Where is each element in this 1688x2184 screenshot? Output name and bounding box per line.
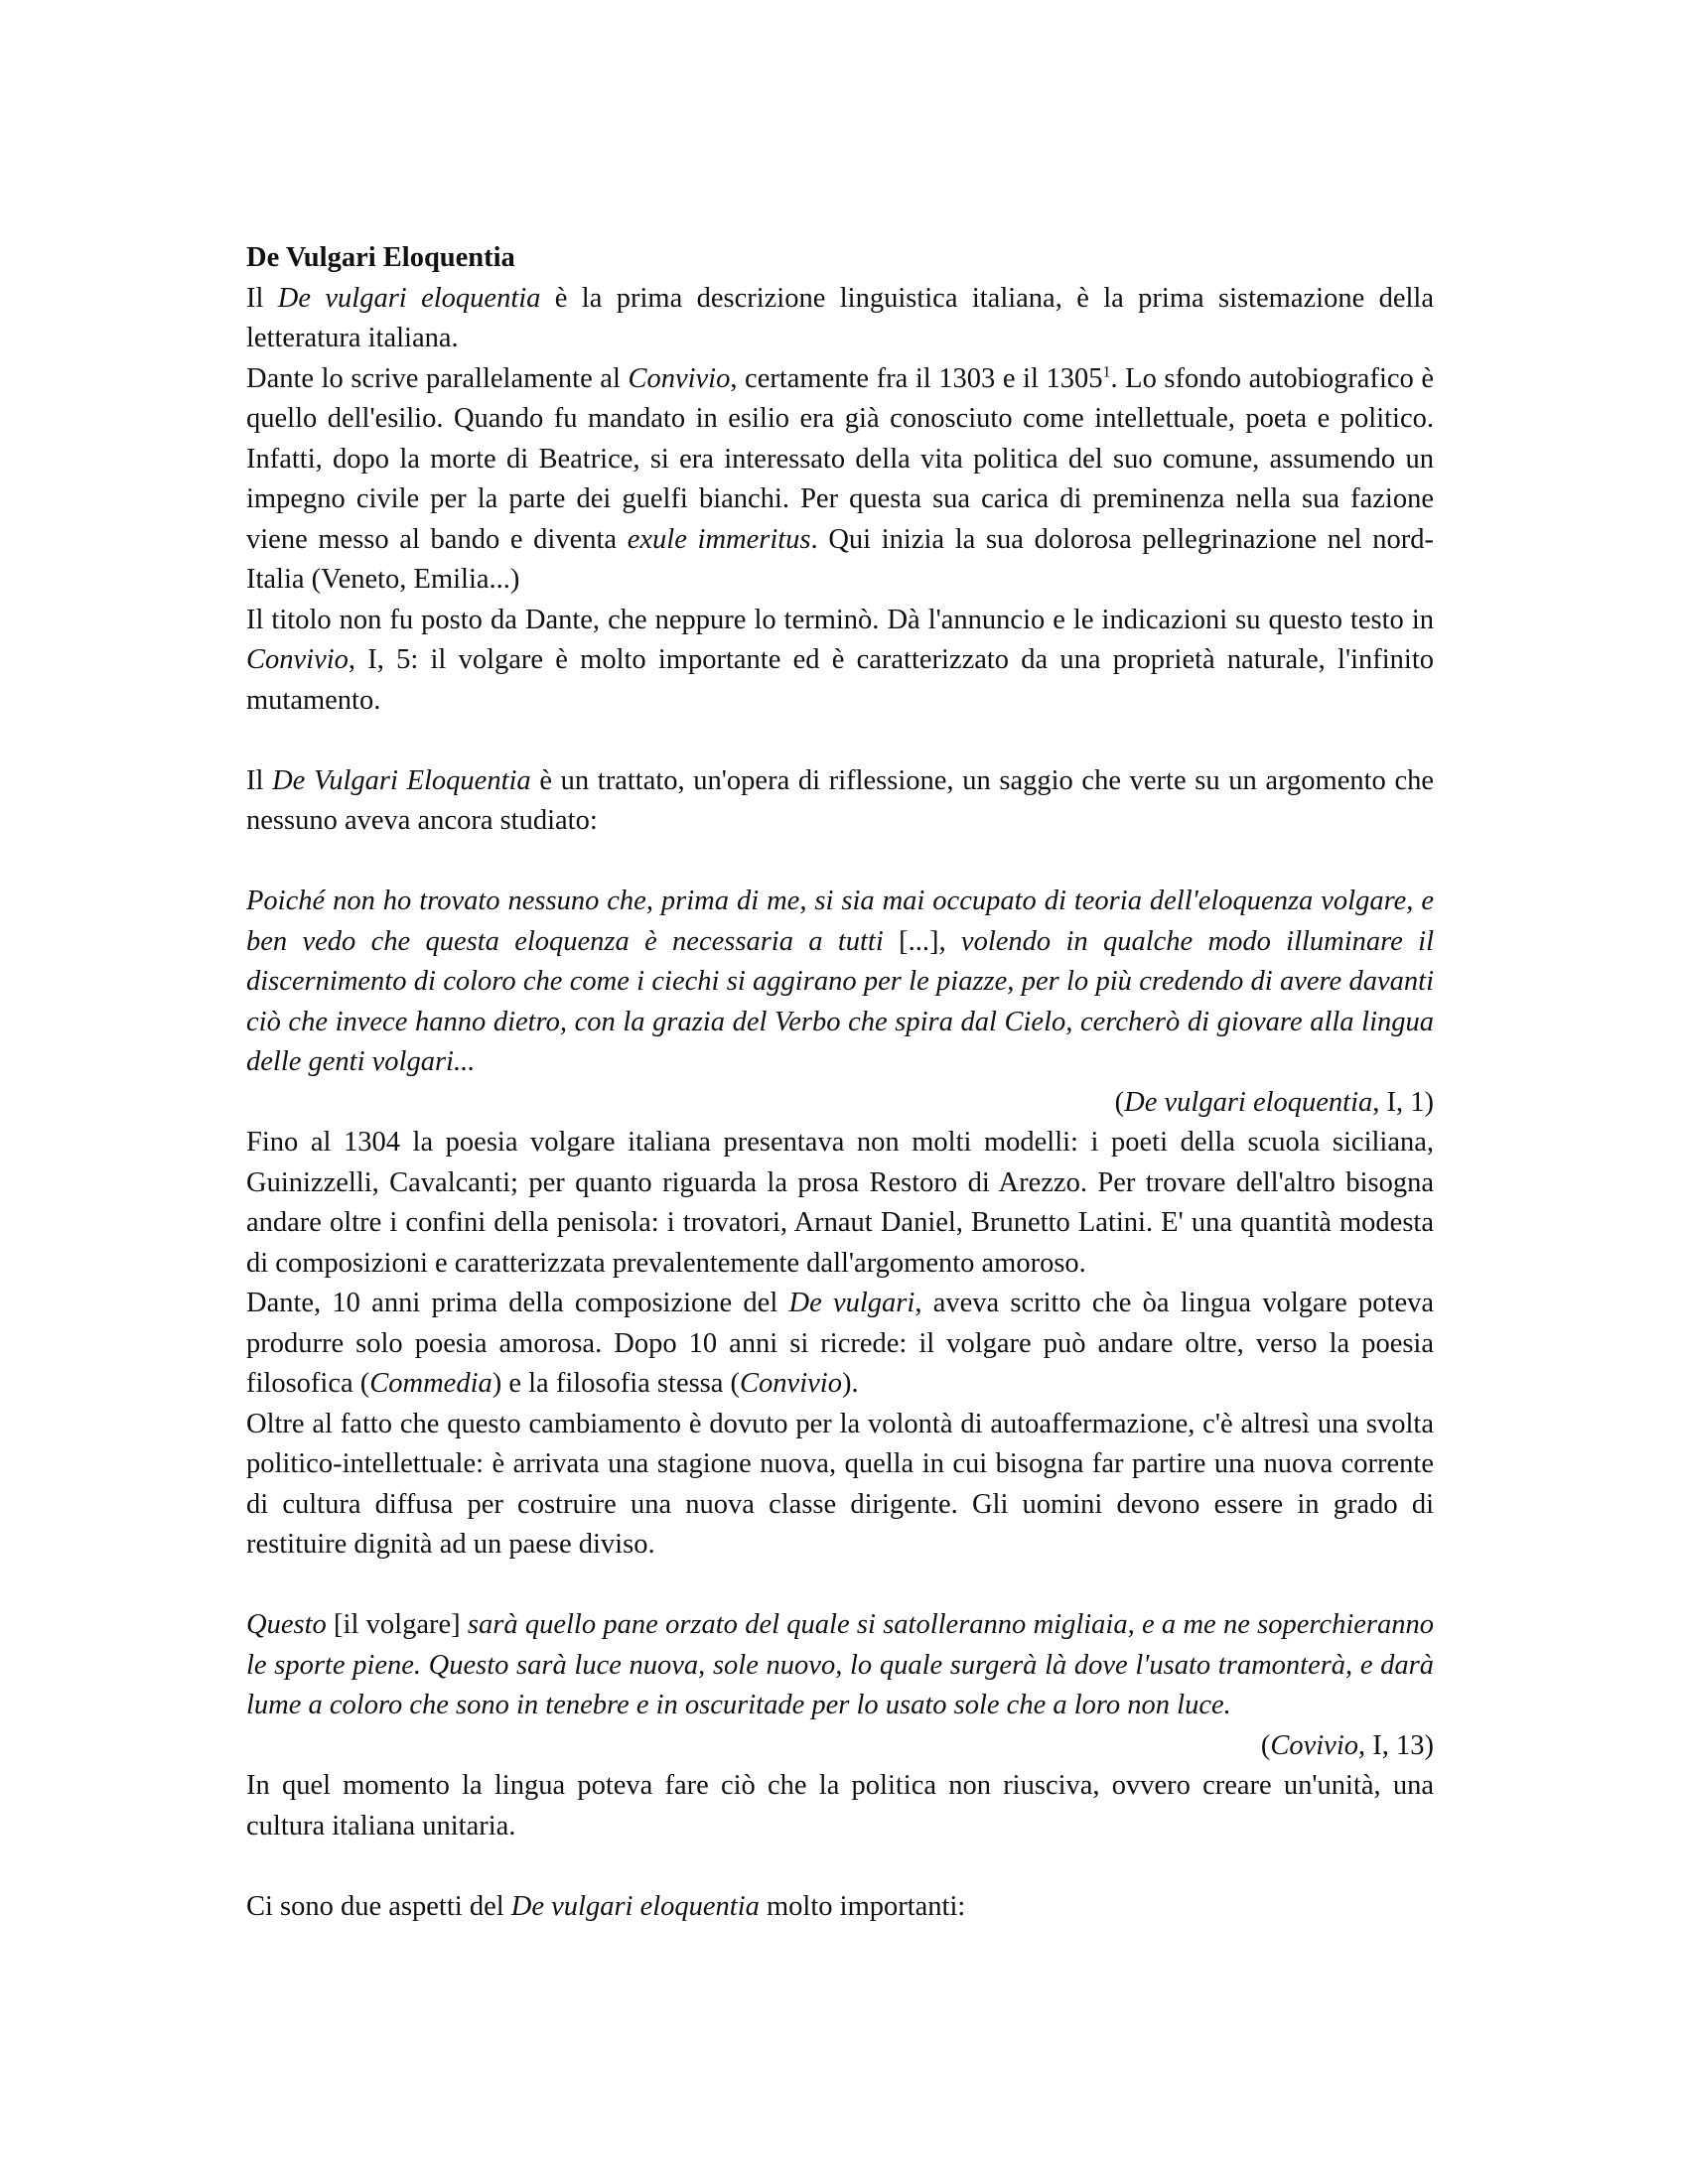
work-title: Convivio: [246, 644, 349, 675]
ellipsis-bracket: [...]: [899, 925, 939, 957]
quote-text: Poiché non ho trovato nessuno che, prima di me, si sia mai occupato di teoria dell'eloquenza volgare, e ben vedo che questa eloquenza è necessaria a tutti: [246, 886, 1434, 957]
text-run: , certamente fra il 1303 e il 1305: [730, 362, 1103, 394]
work-title: De vulgari: [788, 1288, 915, 1318]
work-title: Covivio: [1270, 1729, 1359, 1761]
text-run: Ci sono due aspetti del: [246, 1890, 511, 1922]
quote-text: , volendo in qualche modo illuminare il discernimento di coloro che come i ciechi si aggirano per le piazze, per lo più credendo di avere davanti ciò che invece hanno dietro, con la grazia del Verbo che spira dal Cielo, cercherò di giovare alla lingua delle genti volgari...: [246, 925, 1434, 1077]
text-run: (: [1114, 1086, 1125, 1118]
text-run: . Qui inizia la sua dolorosa pellegrinazione nel nord-Italia (Veneto, Emilia...): [246, 523, 1434, 595]
blank-line: [246, 1566, 1434, 1606]
work-title: Convivio: [628, 362, 731, 394]
work-title: De Vulgari Eloquentia: [272, 764, 531, 796]
text-run: è la prima descrizione linguistica italiana, è la prima sistemazione della letteratura italiana.: [246, 282, 1434, 353]
text-run: ) e la filosofia stessa (: [492, 1368, 741, 1399]
paragraph-title-note: [246, 601, 1434, 722]
paragraph-intro: [246, 279, 1434, 359]
work-title: Convivio: [740, 1368, 842, 1399]
blank-line: [246, 1846, 1434, 1887]
paragraph-change: [246, 1284, 1434, 1405]
text-run: Il titolo non fu posto da Dante, che neppure lo terminò. Dà l'annuncio e le indicazioni su questo testo in: [246, 604, 1434, 635]
text-run: , I, 1): [1372, 1086, 1434, 1118]
text-run: ).: [841, 1368, 859, 1399]
work-title: De vulgari eloquentia: [277, 282, 541, 314]
text-run: (: [1260, 1729, 1271, 1761]
latin-phrase: exule immeritus: [627, 523, 811, 555]
blank-line: [246, 842, 1434, 883]
paragraph-aspects: [246, 1887, 1434, 1928]
citation-convivio: [246, 1726, 1434, 1767]
quote-convivio: [246, 1605, 1434, 1726]
quote-de-vulgari: [246, 882, 1434, 1083]
footnote-marker[interactable]: 1: [1102, 363, 1111, 380]
text-run: Il: [246, 764, 273, 796]
paragraph-treatise: [246, 761, 1434, 842]
text-run: , aveva scritto che òa lingua volgare poteva produrre solo poesia amorosa. Dopo 10 anni si ricrede: il volgare può andare oltre, verso la poesia filosofica (: [246, 1288, 1435, 1399]
interpolation: [il volgare]: [326, 1609, 468, 1640]
text-run: Dante, 10 anni prima della composizione del: [246, 1288, 789, 1318]
paragraph-models: Fino al 1304 la poesia volgare italiana presentava non molti modelli: i poeti della scuola siciliana, Guinizzelli, Cavalcanti; per quanto riguarda la prosa Restoro di Arezzo. Per trovare dell'altro bisogna andare oltre i confini della penisola: i trovatori, Arnaut Daniel, Brunetto Latini. E' una quantità modesta di composizioni e caratterizzata prevalentemente dall'argomento amoroso.: [246, 1127, 1434, 1279]
paragraph-unity: In quel momento la lingua poteva fare ciò che la politica non riusciva, ovvero creare un'unità, una cultura italiana unitaria.: [246, 1770, 1434, 1842]
text-run: Dante lo scrive parallelamente al: [246, 362, 629, 394]
work-title: Commedia: [369, 1368, 492, 1399]
work-title: De vulgari eloquentia: [1124, 1086, 1373, 1118]
quote-text: sarà quello pane orzato del quale si satolleranno migliaia, e a me ne soperchieranno le sporte piene. Questo sarà luce nuova, sole nuovo, lo quale surgerà là dove l'usato tramonterà, e darà lume a coloro che sono in tenebre e in oscuritade per lo usato sole che a loro non luce.: [246, 1609, 1434, 1720]
document-title: De Vulgari Eloquentia: [246, 242, 515, 273]
blank-line: [246, 721, 1434, 761]
document-page: [246, 238, 1434, 1927]
text-run: è un trattato, un'opera di riflessione, un saggio che verte su un argomento che nessuno aveva ancora studiato:: [246, 764, 1434, 836]
work-title: De vulgari eloquentia: [510, 1890, 760, 1922]
paragraph-political: Oltre al fatto che questo cambiamento è dovuto per la volontà di autoaffermazione, c'è altresì una svolta politico-intellettuale: è arrivata una stagione nuova, quella in cui bisogna far partire una nuova corrente di cultura diffusa per costruire una nuova classe dirigente. Gli uomini devono essere in grado di restituire dignità ad un paese diviso.: [246, 1408, 1434, 1560]
text-run: molto importanti:: [759, 1890, 966, 1922]
text-run: , I, 5: il volgare è molto importante ed è caratterizzato da una proprietà naturale, l'infinito mutamento.: [246, 644, 1434, 716]
paragraph-context: [246, 359, 1434, 601]
text-run: Il: [246, 282, 278, 314]
text-run: , I, 13): [1358, 1729, 1434, 1761]
text-run: . Lo sfondo autobiografico è quello dell'esilio. Quando fu mandato in esilio era già conosciuto come intellettuale, poeta e politico. Infatti, dopo la morte di Beatrice, si era interessato della vita politica del suo comune, assumendo un impegno civile per la parte dei guelfi bianchi. Per questa sua carica di preminenza nella sua fazione viene messo al bando e diventa: [246, 362, 1434, 555]
citation-de-vulgari: [246, 1083, 1434, 1124]
quote-text: Questo: [246, 1609, 327, 1640]
